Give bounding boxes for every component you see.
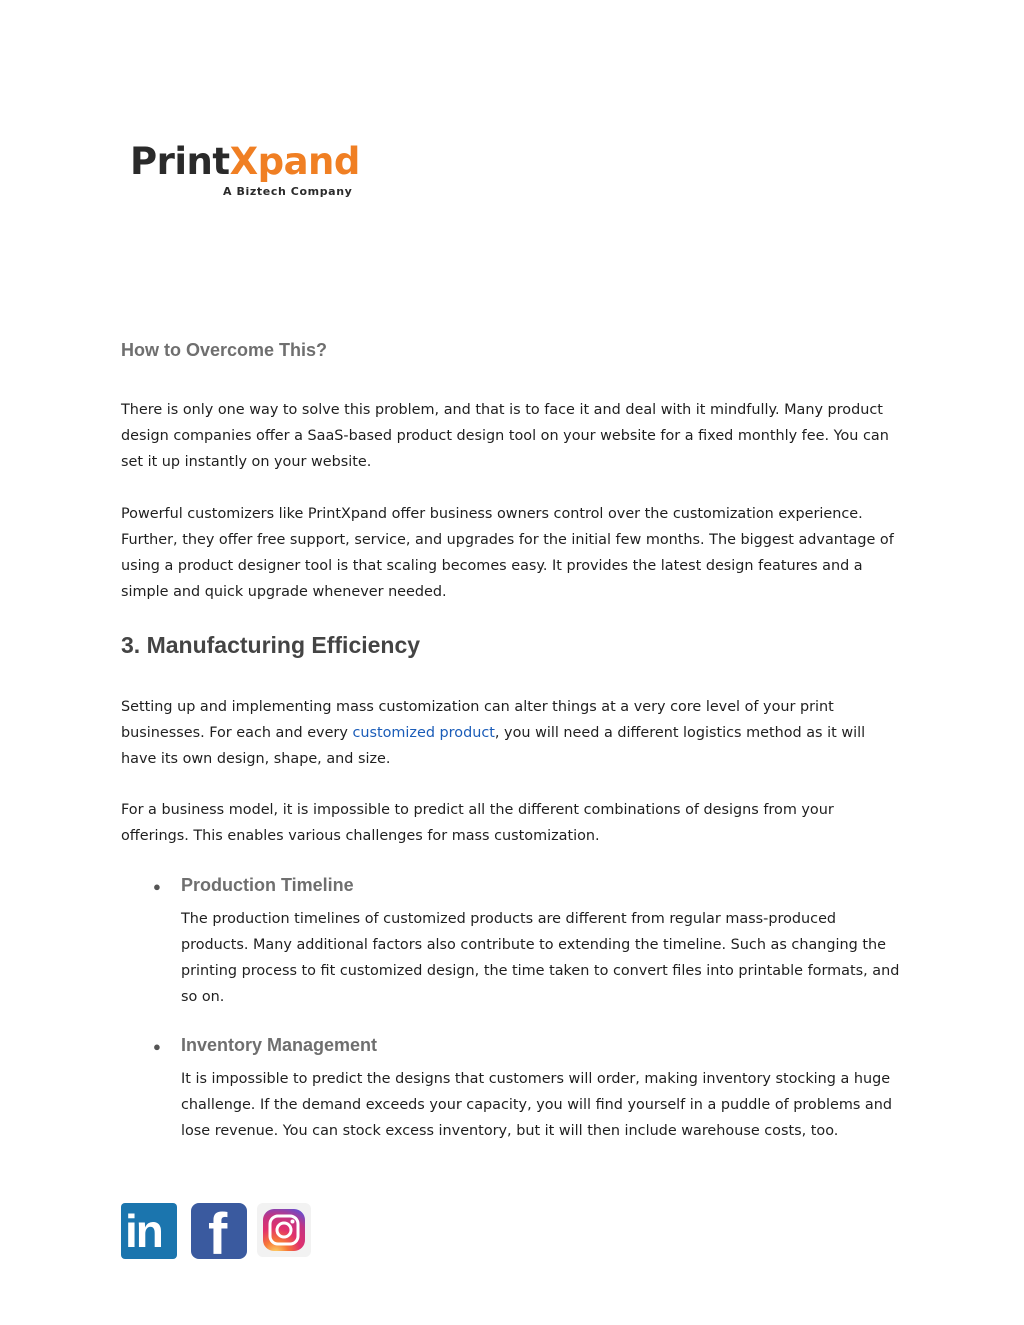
bullet-text: It is impossible to predict the designs that customers will order, making inventory stocking a huge challenge. If the demand exceeds your capacity, you will find yourself in a puddle of problems and lose revenue. You can stock excess inventory, but it will then include warehouse costs, too. — [181, 1071, 892, 1139]
paragraph — [121, 694, 901, 772]
paragraph: There is only one way to solve this problem, and that is to face it and deal with it mindfully. Many product design companies offer a SaaS-based product design tool on your website for a fixed monthly fee. You can set it up instantly on your website. — [121, 402, 889, 470]
bullet-text: The production timelines of customized products are different from regular mass-produced products. Many additional factors also contribute to extending the timeline. Such as changing the printing process to fit customized design, the time taken to convert files into printable formats, and so on. — [181, 911, 900, 1005]
bullet-icon: ● — [153, 879, 161, 894]
company-logo — [130, 140, 370, 202]
logo-tagline: A Biztech Company — [223, 185, 353, 198]
instagram-glyph — [257, 1203, 311, 1257]
paragraph-text: Setting up and implementing mass customization can alter things at a very core level of your print businesses. For each and every — [121, 699, 834, 741]
paragraph-text: , you will need a different logistics method as it will have its own design, shape, and size. — [121, 725, 866, 767]
paragraph: For a business model, it is impossible to predict all the different combinations of designs from your offerings. This enables various challenges for mass customization. — [121, 802, 834, 844]
facebook-icon[interactable] — [191, 1202, 247, 1267]
section-heading-manufacturing: 3. Manufacturing Efficiency — [121, 632, 421, 658]
logo-word-print: Print — [130, 140, 230, 183]
logo-word-xpand: Xpand — [229, 140, 360, 183]
customized-product-link[interactable]: customized product — [352, 725, 495, 741]
paragraph: Powerful customizers like PrintXpand offer business owners control over the customization experience. Further, they offer free support, service, and upgrades for the initial few months. The biggest advantage of using a product designer tool is that scaling becomes easy. It provides the latest design features and a simple and quick upgrade whenever needed. — [121, 506, 894, 600]
bullet-title-inventory-management: Inventory Management — [181, 1035, 378, 1055]
logo-wordmark — [130, 140, 360, 184]
instagram-icon[interactable] — [257, 1203, 311, 1257]
linkedin-glyph: in — [125, 1205, 162, 1257]
linkedin-icon[interactable] — [121, 1203, 177, 1259]
section-heading-overcome: How to Overcome This? — [121, 340, 328, 360]
bullet-title-production-timeline: Production Timeline — [181, 875, 354, 895]
bullet-icon: ● — [153, 1039, 161, 1054]
facebook-glyph: f — [208, 1202, 228, 1267]
